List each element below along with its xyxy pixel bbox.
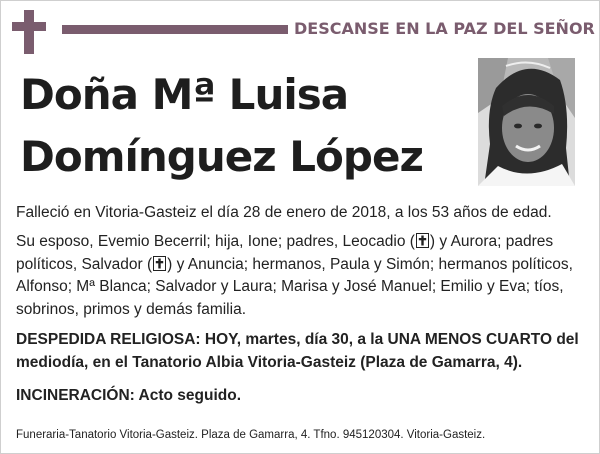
- portrait-photo: [478, 58, 575, 186]
- header-rule: [62, 25, 288, 34]
- header-title: DESCANSE EN LA PAZ DEL SEÑOR: [294, 19, 595, 38]
- small-cross-icon: [416, 233, 429, 248]
- ceremony-details: DESPEDIDA RELIGIOSA: HOY, martes, día 30, a la UNA MENOS CUARTO del mediodía, en el Tanatorio Albia Vitoria-Gasteiz (Plaza de Gamarra, 4).: [16, 331, 579, 371]
- family-part2: ) y Aurora; padres políticos, Salvador (: [16, 233, 554, 273]
- cross-icon: [12, 10, 46, 54]
- family-part3: ) y Anuncia; hermanos, Paula y Simón; hermanos políticos, Alfonso; Mª Blanca; Salvador y Laura; Marisa y José Manuel; Emilio y Eva; tíos, sobrinos, primos y demás familia.: [16, 255, 573, 318]
- funeral-home-footer: Funeraria-Tanatorio Vitoria-Gasteiz. Plaza de Gamarra, 4. Tfno. 945120304. Vitoria-Gasteiz.: [16, 429, 486, 441]
- cremation-details: INCINERACIÓN: Acto seguido.: [16, 387, 242, 404]
- family-part1: Su esposo, Evemio Becerril; hija, Ione; padres, Leocadio (: [16, 233, 415, 250]
- death-notice: Falleció en Vitoria-Gasteiz el día 28 de enero de 2018, a los 53 años de edad.: [16, 204, 552, 221]
- family-list: [16, 231, 586, 321]
- deceased-name-line2: Domínguez López: [20, 132, 423, 181]
- deceased-name-line1: Doña Mª Luisa: [20, 70, 349, 119]
- small-cross-icon: [153, 256, 166, 271]
